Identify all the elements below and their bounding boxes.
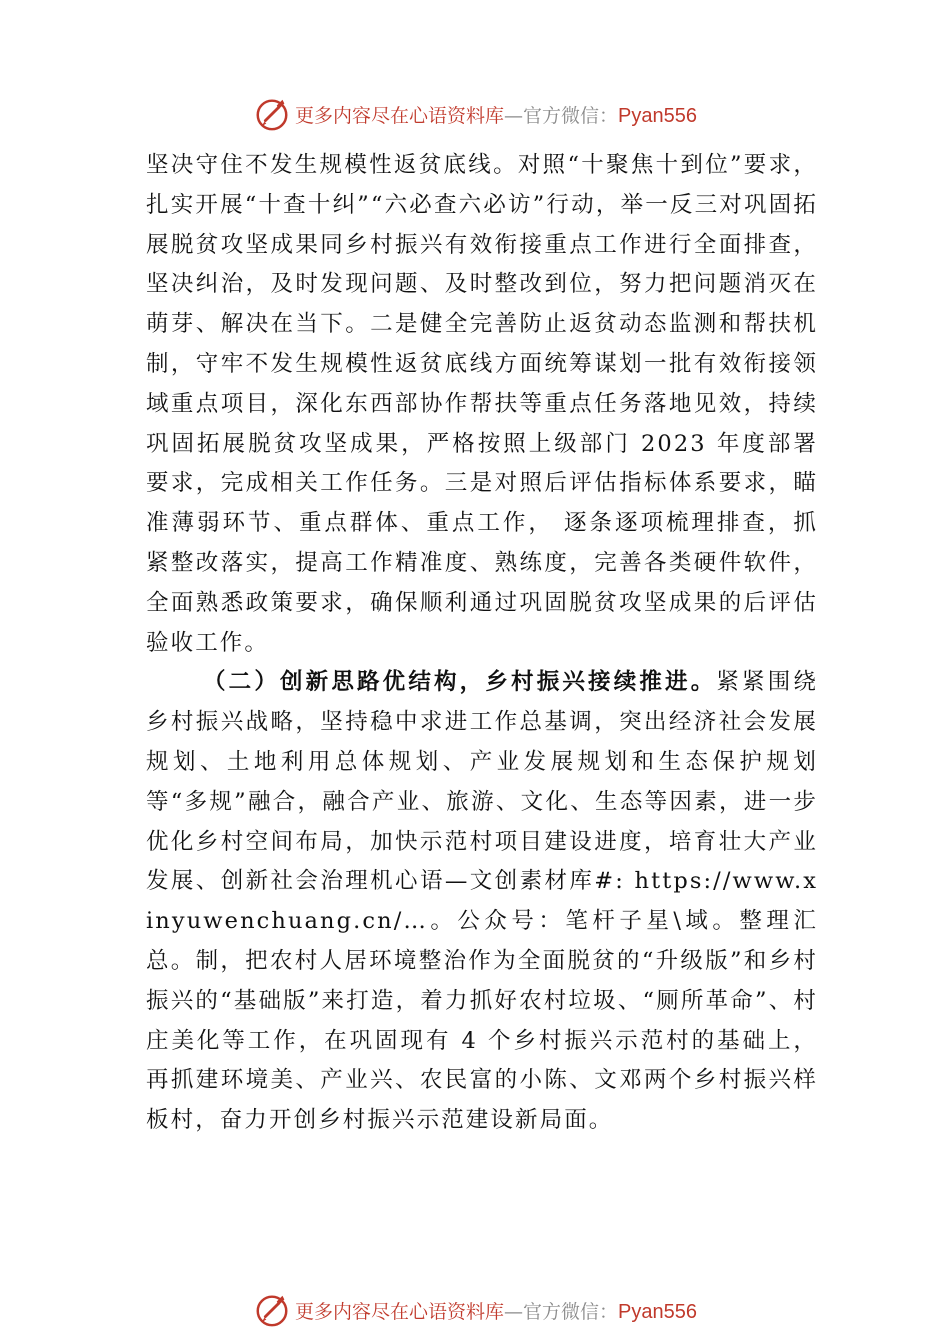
header-wechat-handle: Pyan556 xyxy=(618,104,697,127)
brand-logo-icon xyxy=(253,1291,291,1329)
brand-logo-icon xyxy=(253,95,291,133)
footer-wechat-label: 官方微信： xyxy=(523,1300,619,1323)
paragraph-2-body: 紧紧围绕乡村振兴战略，坚持稳中求进工作总基调，突出经济社会发展规划、土地利用总体规划、产业发展规划和生态保护规划等“多规”融合，融合产业、旅游、文化、生态等因素，进一步优化乡村空间布局，加快示范村项目建设进度，培育壮大产业发展、创新社会治理机心语—文创素材库#: https://www.xinyuwenchuang.cn/…。公众号：笔杆子星\域。整理汇总。制，把农村人居环境整治作为全面脱贫的“升级版”和乡村振兴的“基础版”来打造，着力抓好农村垃圾、“厕所革命”、村庄美化等工作，在巩固现有 4 个乡村振兴示范村的基础上，再抓建环境美、产业兴、农民富的小陈、文邓两个乡村振兴样板村，奋力开创乡村振兴示范建设新局面。 xyxy=(146,669,818,1134)
paragraph-2 xyxy=(146,663,818,1141)
footer-brand: 更多内容尽在心语资料库 xyxy=(295,1300,505,1323)
header-banner xyxy=(0,92,950,136)
footer-banner-text xyxy=(295,1297,697,1324)
header-brand: 更多内容尽在心语资料库 xyxy=(295,104,505,127)
document-body xyxy=(146,146,818,1141)
header-dash: — xyxy=(504,104,524,127)
footer-wechat-handle: Pyan556 xyxy=(618,1300,697,1323)
header-banner-text xyxy=(295,101,697,128)
section-heading: （二）创新思路优结构，乡村振兴接续推进。 xyxy=(203,669,717,696)
paragraph-1: 坚决守住不发生规模性返贫底线。对照“十聚焦十到位”要求，扎实开展“十查十纠”“六必查六必访”行动，举一反三对巩固拓展脱贫攻坚成果同乡村振兴有效衔接重点工作进行全面排查，坚决纠治，及时发现问题、及时整改到位，努力把问题消灭在萌芽、解决在当下。二是健全完善防止返贫动态监测和帮扶机制，守牢不发生规模性返贫底线方面统筹谋划一批有效衔接领域重点项目，深化东西部协作帮扶等重点任务落地见效，持续巩固拓展脱贫攻坚成果，严格按照上级部门 2023 年度部署要求，完成相关工作任务。三是对照后评估指标体系要求，瞄准薄弱环节、重点群体、重点工作， 逐条逐项梳理排查，抓紧整改落实，提高工作精准度、熟练度，完善各类硬件软件，全面熟悉政策要求，确保顺利通过巩固脱贫攻坚成果的后评估验收工作。 xyxy=(146,152,818,656)
header-wechat-label: 官方微信： xyxy=(523,104,619,127)
footer-banner xyxy=(0,1288,950,1332)
footer-dash: — xyxy=(504,1300,524,1323)
